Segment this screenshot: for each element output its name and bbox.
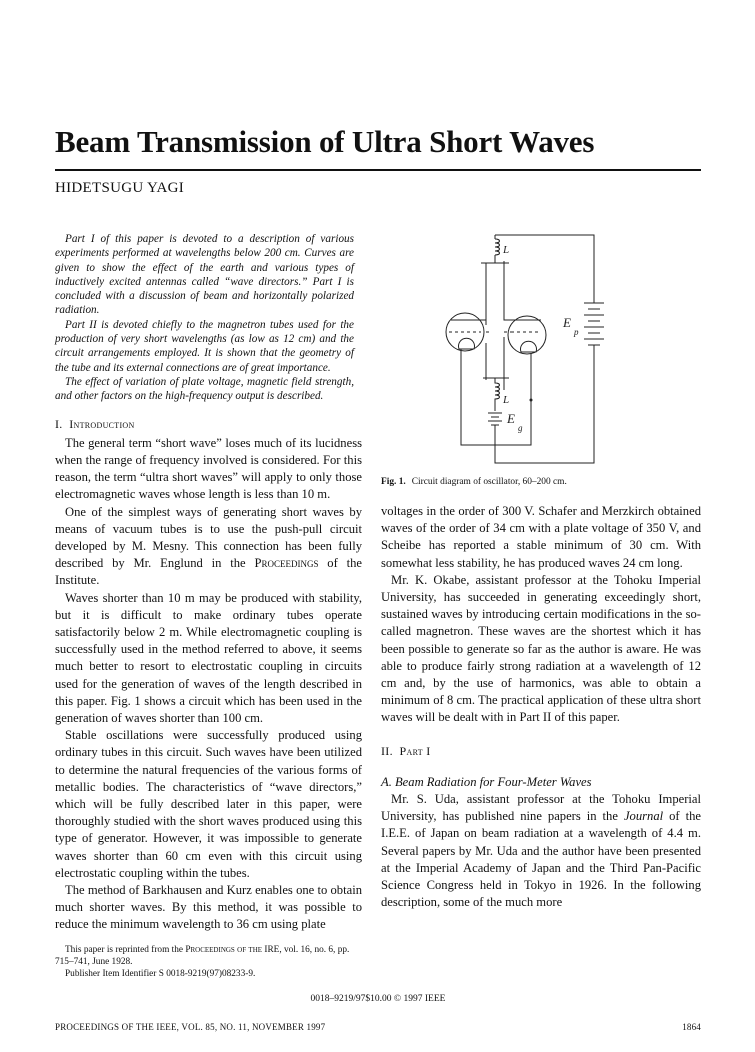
section-number: I. xyxy=(55,416,63,431)
right-column-cell xyxy=(381,225,701,911)
inductor-top-icon xyxy=(495,239,500,255)
two-column-layout xyxy=(55,225,701,980)
journal-name: Proceedings of the xyxy=(185,944,263,955)
label-inductor-top: L xyxy=(503,244,510,256)
body-paragraph: Waves shorter than 10 m may be produced with stability, but it is difficult to make ordinary tubes operate satisfactorily below 2 m. While electromagnetic coupling is successfully used in the method referred to above, it seems much better to resort to electrostatic coupling in circuits used for the generation of waves of the length described in this paper. Fig. 1 shows a circuit which has been used in the generation of waves shorter than 100 cm. xyxy=(55,590,362,726)
left-column-cell xyxy=(55,225,362,980)
page-footer xyxy=(55,1022,701,1052)
abstract-paragraph: Part II is devoted chiefly to the magnetron tubes used for the production of very short wavelengths (as low as 12 cm) and the circuit arrangements employed. It is shown that the geometry of the tube and its external connections are of great importance. xyxy=(55,318,354,374)
text: of the I.E.E. of Japan on beam radiation at a wavelength of 4.4 m. Several papers by Mr. Uda and the author have been presented at the Imperial Academy of Japan and the Third Pan-Pacific Science Congress held in Tokyo in 1926. In the following description, some of the much more xyxy=(381,809,701,910)
title-rule xyxy=(55,169,701,171)
wire xyxy=(481,255,517,325)
page-body xyxy=(55,225,701,1052)
body-paragraph: The method of Barkhausen and Kurz enables one to obtain much shorter waves. By this method, it was possible to reduce the minimum wavelength to 36 cm using plate xyxy=(55,883,362,932)
grid-battery-icon xyxy=(488,413,502,435)
footnote-reprint xyxy=(55,944,362,968)
abstract-paragraph: The effect of variation of plate voltage, magnetic field strength, and other factors on the high-frequency output is described. xyxy=(55,375,354,403)
left-column xyxy=(55,416,362,934)
section-title: Introduction xyxy=(69,416,135,431)
label-grid-battery: E xyxy=(507,411,515,426)
body-paragraph: Mr. K. Okabe, assistant professor at the Tohoku Imperial University, has succeeded in generating exceedingly short, sustained waves by introducing certain modifications in the so-called magnetron. These waves are the shortest which it has been possible to generate so far as the author is aware. He was able to produce fairly strong radiation at a wavelength of 12 cm and, by the use of harmonics, was able to obtain a minimum of 8 cm. The practical application of these ultra short waves will be dealt with in Part II of this paper. xyxy=(381,572,701,725)
text: Mr. S. Uda, assistant professor at the Tohoku Imperial University, has published nine papers in the xyxy=(381,792,701,824)
section-title: Part I xyxy=(399,743,431,758)
tube-right-icon xyxy=(508,316,546,354)
plate-battery-icon xyxy=(584,303,604,350)
footer-journal: PROCEEDINGS OF THE IEEE, VOL. 85, NO. 11, NOVEMBER 1997 xyxy=(55,1022,326,1033)
abstract xyxy=(55,232,354,404)
body-paragraph xyxy=(55,504,362,590)
abstract-paragraph: Part I of this paper is devoted to a description of various experiments performed at wavelengths below 200 cm. Curves are given to show the effect of the earth and various types of inductively excited antennas called “wave directors.” Part I is concluded with a discussion of beam and horizontally polarized radiation. xyxy=(55,233,354,317)
body-paragraph: Stable oscillations were successfully produced using ordinary tubes in this circuit. Such waves have been utilized to determine the natural frequencies of the various forms of metallic bodies. The characteristics of “wave directors,” which will be fully described later in this paper, were thoroughly studied with the short waves produced using this type of generator. However, it was impossible to generate waves shorter than 60 cm even with this circuit using electrostatic coupling within the tubes. xyxy=(55,728,362,880)
filament-icon xyxy=(459,338,475,349)
footnote-identifier: Publisher Item Identifier S 0018-9219(97)08233-9. xyxy=(65,969,256,980)
label-inductor-bottom: L xyxy=(503,394,510,406)
figure-caption xyxy=(381,477,701,487)
label-plate-sub: p xyxy=(574,327,579,337)
text: One of the simplest ways of generating short waves by means of vacuum tubes is to use the push-pull circuit developed by M. Mesny. This connection has been fully described by Mr. Englund in the xyxy=(55,504,362,571)
label-plate-battery: E xyxy=(563,315,571,330)
figure-label: Fig. 1. xyxy=(381,477,406,487)
body-paragraph: voltages in the order of 300 V. Schafer and Merzkirch obtained waves of the order of 34 cm with a plate voltage of 350 V, and Scheibe has reported a stable minimum of 30 cm. With somewhat less stability, he has produced waves 24 cm long. xyxy=(381,504,701,570)
wire xyxy=(483,337,509,390)
subsection-heading: A. Beam Radiation for Four-Meter Waves xyxy=(381,774,592,789)
right-column xyxy=(381,503,701,911)
copyright-line: 0018–9219/97$10.00 © 1997 IEEE xyxy=(310,994,446,1005)
text: This paper is reprinted from the xyxy=(65,944,186,955)
circuit-diagram xyxy=(391,225,641,475)
section-heading-introduction xyxy=(55,416,362,433)
footnote xyxy=(55,944,362,981)
wire xyxy=(495,350,594,463)
filament-icon xyxy=(521,341,537,352)
text: of the Institute. xyxy=(55,556,362,588)
junction-dot xyxy=(530,399,532,401)
body-paragraph xyxy=(381,791,701,911)
wire-top xyxy=(495,235,594,303)
page-number: 1864 xyxy=(682,1022,701,1033)
text: IRE, vol. 16, no. 6, pp. 715–741, June 1928. xyxy=(55,944,350,967)
figure-caption-text: Circuit diagram of oscillator, 60–200 cm. xyxy=(411,477,567,487)
journal-name: Proceedings xyxy=(254,556,319,571)
section-heading-part-i xyxy=(381,743,701,760)
author-name: HIDETSUGU YAGI xyxy=(55,180,185,196)
journal-name: Journal xyxy=(623,809,664,824)
body-paragraph: The general term “short wave” loses much of its lucidness when the range of frequency involved is considered. For this reason, the term “ultra short waves” will apply to only those electromagnetic waves whose length is less than 10 m. xyxy=(55,435,362,502)
section-number: II. xyxy=(381,743,393,758)
paper-title: Beam Transmission of Ultra Short Waves xyxy=(55,124,595,159)
label-grid-sub: g xyxy=(518,423,523,433)
inductor-bottom-icon xyxy=(495,378,500,411)
